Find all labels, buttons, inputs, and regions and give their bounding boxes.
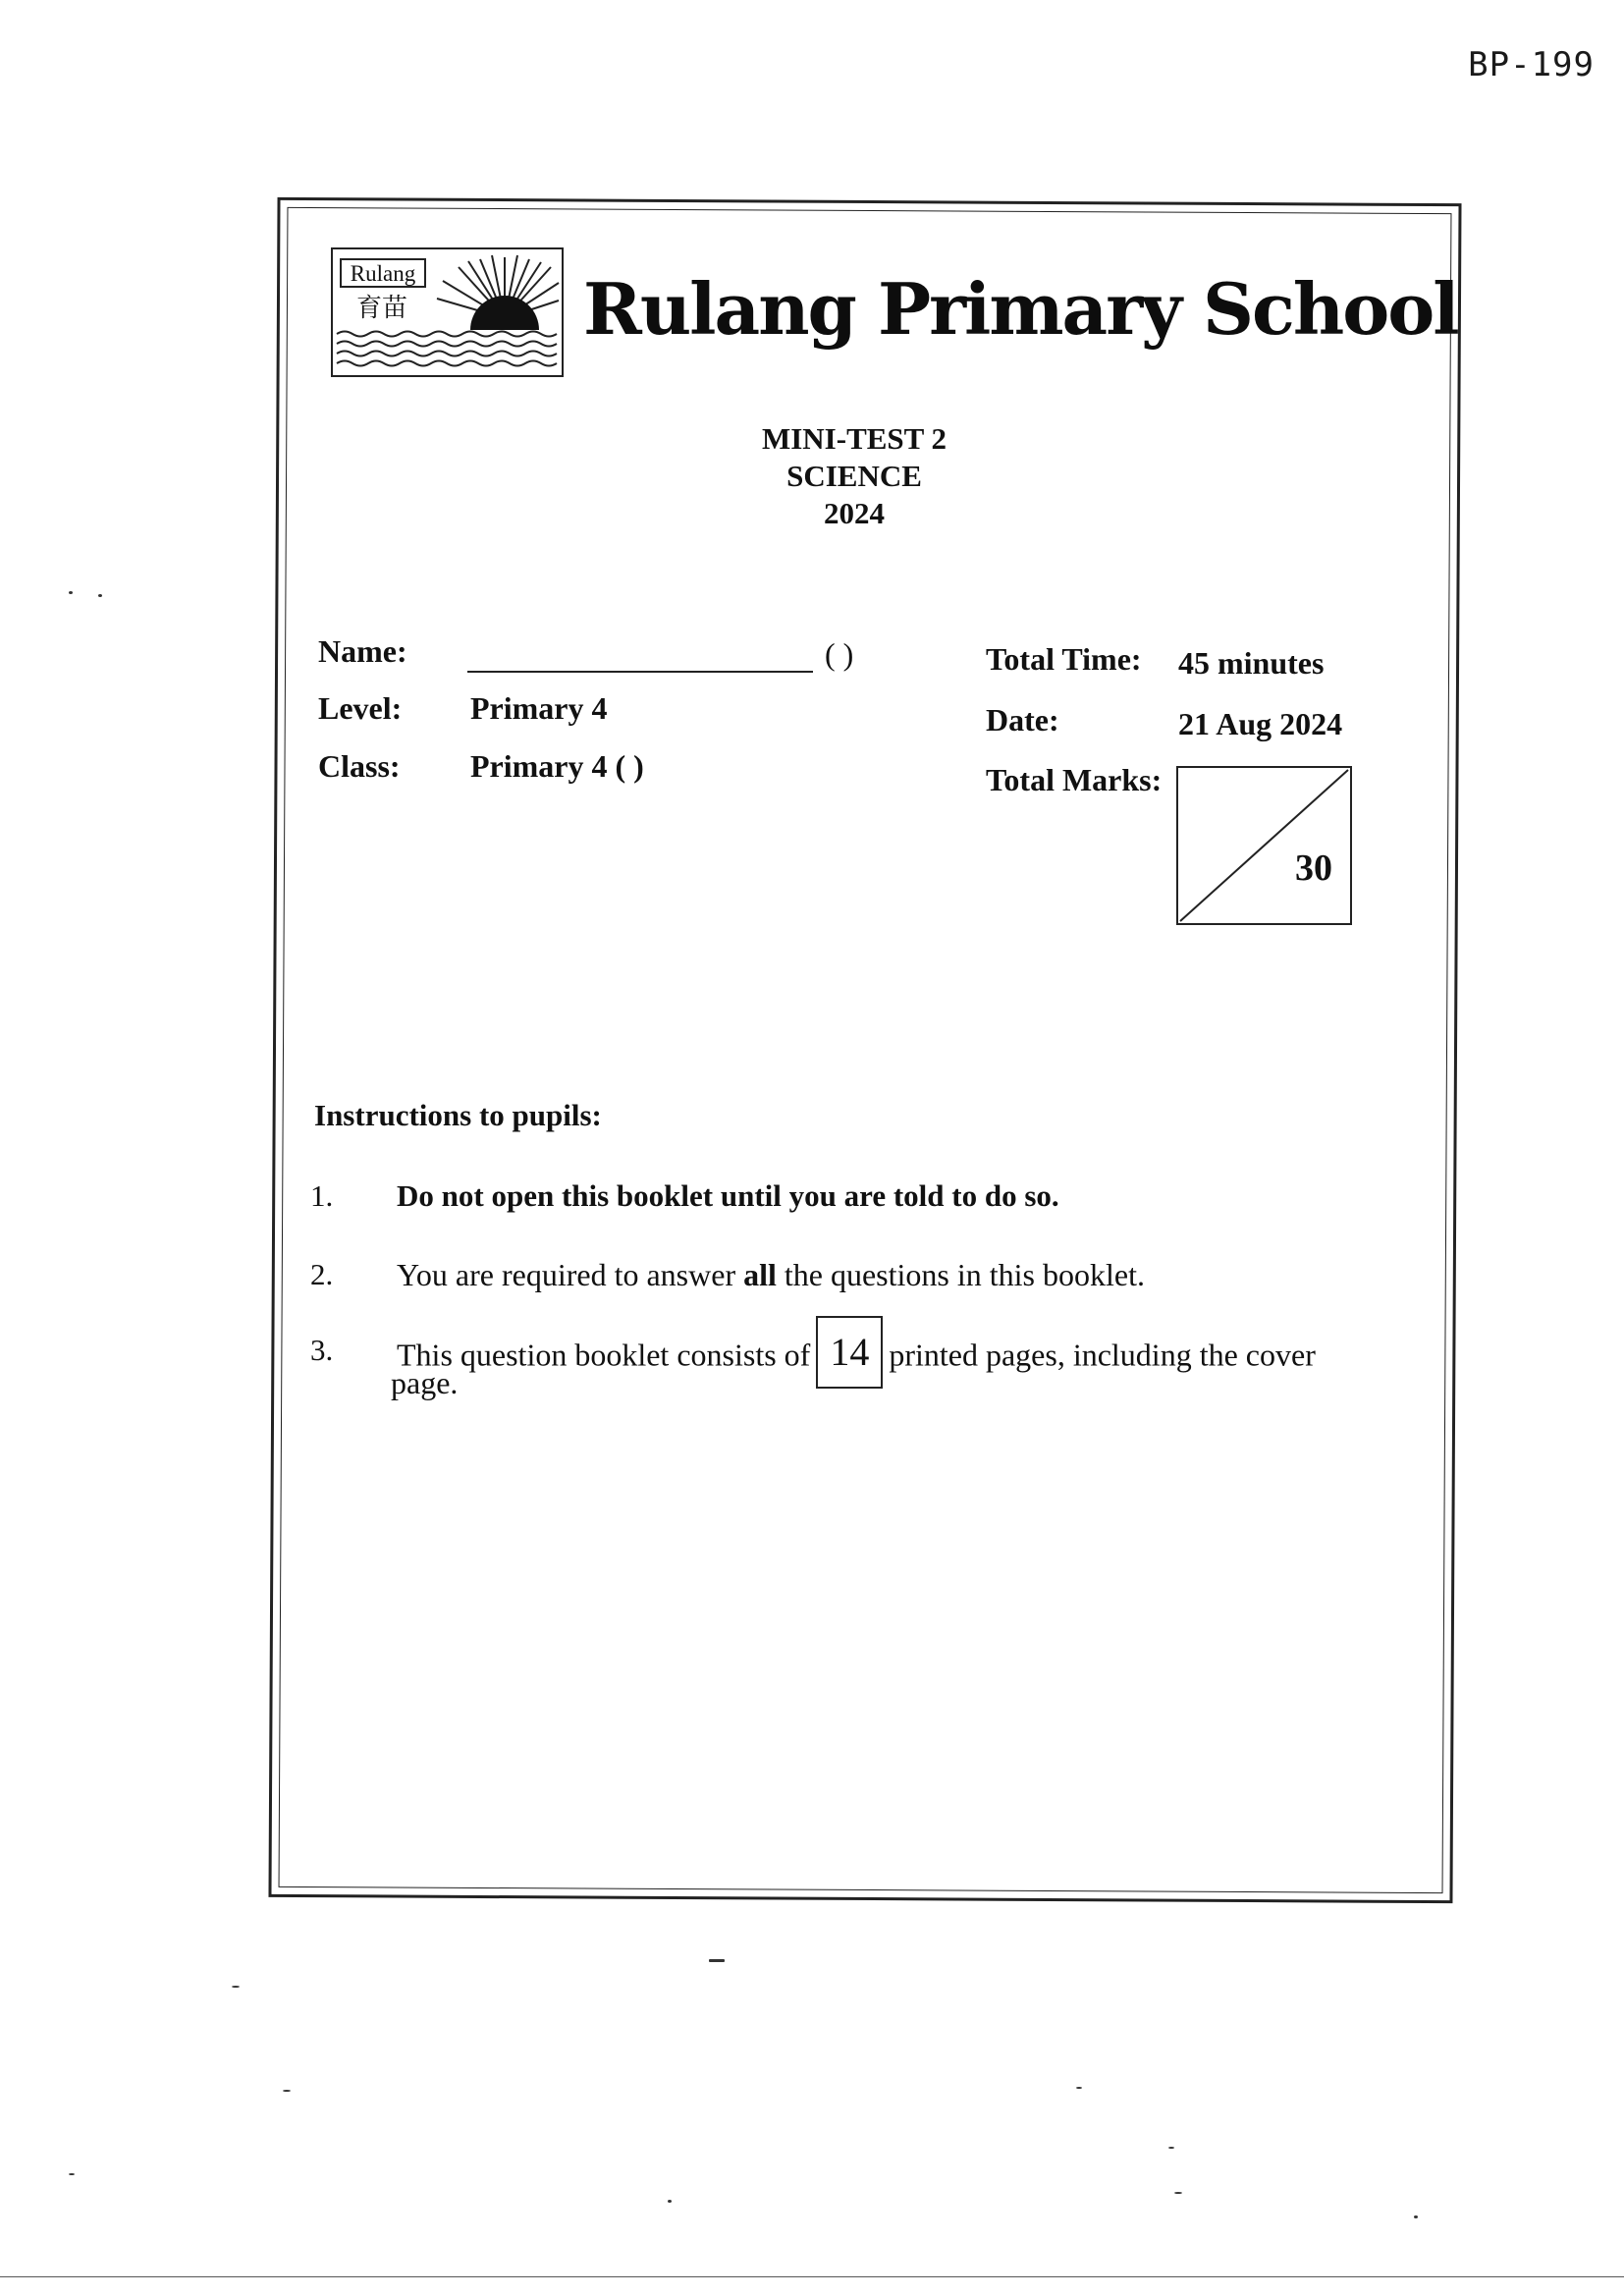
instruction-3-number: 3. <box>310 1333 334 1367</box>
level-label: Level: <box>318 690 403 726</box>
test-subject: SCIENCE <box>786 459 922 493</box>
total-marks-box <box>1176 766 1352 925</box>
total-time-label: Total Time: <box>986 641 1142 677</box>
instruction-2-text-before: You are required to answer <box>397 1257 744 1292</box>
instruction-3-text <box>397 1322 1316 1394</box>
logo-text-cn: 育苗 <box>355 294 408 323</box>
class-label: Class: <box>318 748 401 784</box>
date-value: 21 Aug 2024 <box>1178 706 1343 741</box>
name-input-line[interactable] <box>467 671 813 673</box>
scan-speck <box>69 2173 75 2175</box>
school-name: Rulang Primary School <box>583 267 1458 351</box>
instructions-title: Instructions to pupils: <box>314 1098 602 1132</box>
instruction-2-text-bold: all <box>743 1257 777 1292</box>
scan-speck <box>69 591 73 594</box>
class-value: Primary 4 ( ) <box>470 748 644 784</box>
level-value: Primary 4 <box>470 690 608 726</box>
page-code: BP-199 <box>1468 45 1595 84</box>
total-time-value: 45 minutes <box>1178 645 1325 681</box>
total-marks-value: 30 <box>1295 847 1332 889</box>
scan-speck <box>232 1986 240 1988</box>
instruction-3-text-after: printed pages, including the cover <box>889 1337 1316 1373</box>
test-heading <box>560 420 1149 532</box>
name-label: Name: <box>318 633 407 669</box>
scan-speck <box>1414 2215 1418 2218</box>
logo-text-en: Rulang <box>350 261 416 286</box>
test-year: 2024 <box>824 496 885 530</box>
test-title: MINI-TEST 2 <box>761 421 947 456</box>
school-logo <box>331 247 564 377</box>
scan-speck <box>1168 2147 1174 2149</box>
total-marks-label: Total Marks: <box>986 762 1163 797</box>
date-label: Date: <box>986 702 1059 738</box>
register-number-brackets: ( ) <box>825 636 854 672</box>
instruction-3-text-continued: page. <box>391 1365 459 1400</box>
scan-speck <box>709 1959 725 1962</box>
instruction-2-number: 2. <box>310 1257 334 1291</box>
scan-speck <box>1076 2087 1082 2089</box>
instruction-3-text-before: This question booklet consists of <box>397 1337 811 1373</box>
scan-speck <box>1174 2192 1182 2194</box>
scan-speck <box>668 2200 672 2203</box>
scan-edge-line <box>0 2276 1624 2277</box>
page-count-box: 14 <box>816 1316 883 1389</box>
scan-speck <box>283 2090 291 2092</box>
instruction-1-text: Do not open this booklet until you are told to do so. <box>397 1178 1059 1213</box>
instruction-2-text <box>397 1257 1145 1293</box>
instruction-1-number: 1. <box>310 1178 334 1213</box>
scan-speck <box>98 594 102 597</box>
instruction-2-text-after: the questions in this booklet. <box>776 1257 1145 1292</box>
